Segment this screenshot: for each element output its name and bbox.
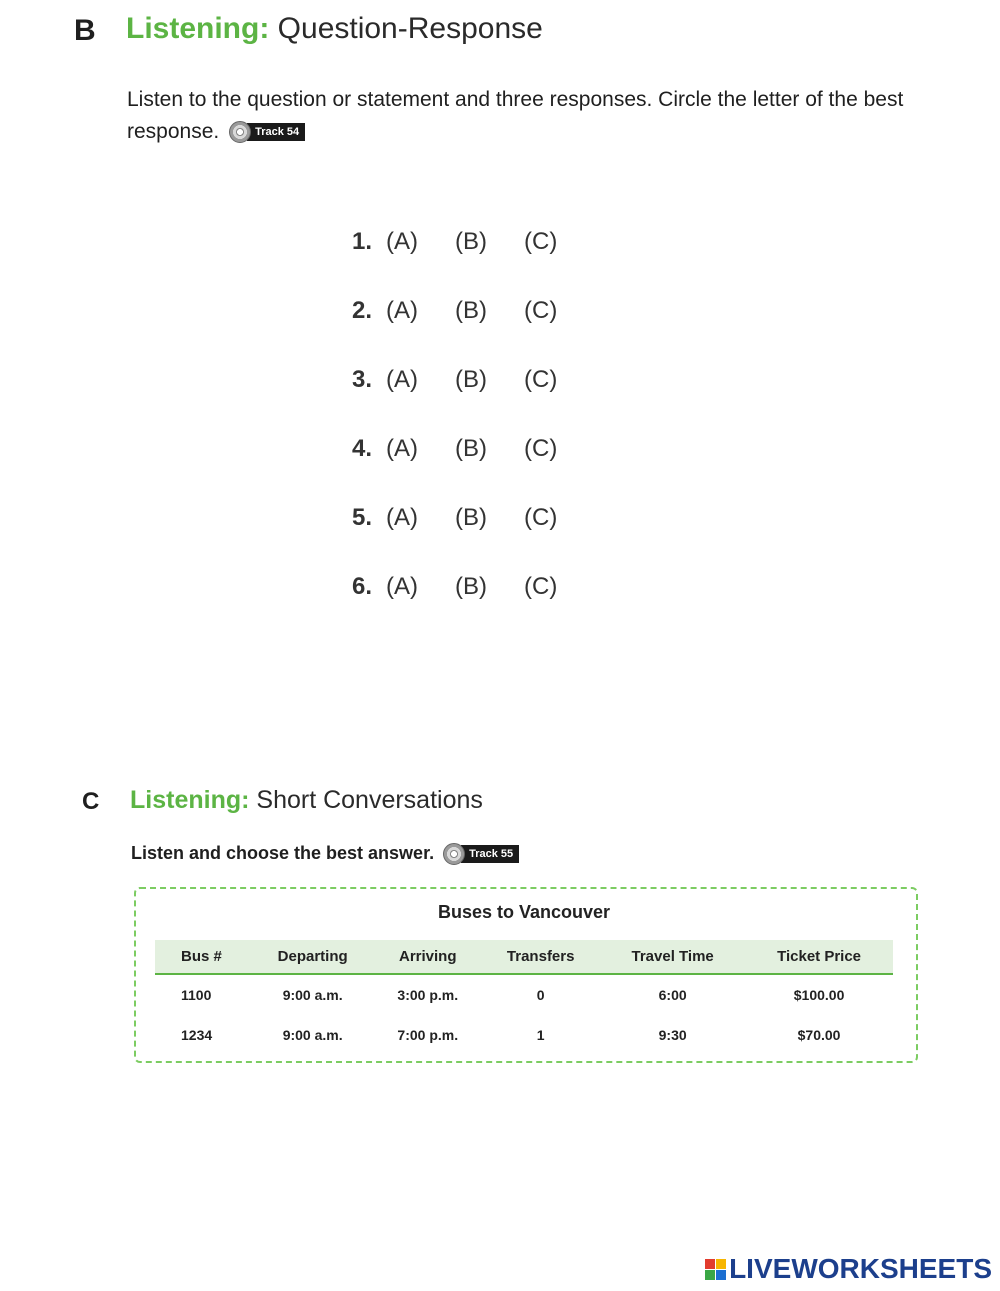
column-header: Departing: [251, 940, 374, 974]
question-number: 6.: [352, 573, 373, 600]
answer-option[interactable]: (B): [455, 228, 487, 255]
answer-row: [352, 573, 593, 642]
section-c-instruction: [131, 837, 519, 869]
answer-option[interactable]: (A): [386, 366, 418, 393]
answer-option[interactable]: (C): [524, 573, 558, 600]
table-cell: 0: [536, 987, 545, 1003]
logo-square: [716, 1259, 726, 1269]
track-55-label: Track 55: [461, 845, 519, 863]
table-cell: 3:00 p.m.: [397, 987, 459, 1003]
column-header: Travel Time: [600, 940, 745, 974]
section-b-instruction: [127, 84, 947, 148]
answer-option[interactable]: (B): [455, 366, 487, 393]
column-header: Transfers: [481, 940, 600, 974]
table-cell: 9:00 a.m.: [282, 987, 343, 1003]
answer-option[interactable]: (B): [455, 297, 487, 324]
table-cell: 6:00: [658, 987, 687, 1003]
section-b-letter: B: [74, 14, 96, 47]
answer-list: [352, 228, 593, 642]
question-number: 1.: [352, 228, 373, 255]
answer-row: [352, 504, 593, 573]
question-number: 2.: [352, 297, 373, 324]
answer-option[interactable]: (B): [455, 504, 487, 531]
section-b-heading-title: Question-Response: [277, 12, 543, 45]
answer-option[interactable]: (C): [524, 228, 558, 255]
answer-row: [352, 297, 593, 366]
table-body: [155, 974, 893, 1055]
table-cell: 9:00 a.m.: [282, 1027, 343, 1043]
track-54-badge[interactable]: [229, 121, 305, 143]
answer-row: [352, 228, 593, 297]
answer-row: [352, 435, 593, 504]
section-b-heading: [126, 12, 543, 46]
table-cell: $100.00: [793, 987, 845, 1003]
logo-icon: [705, 1259, 726, 1280]
logo-square: [705, 1270, 715, 1280]
bus-schedule-table: [155, 940, 893, 1055]
table-row: [155, 1015, 893, 1055]
section-b-instruction-text: Listen to the question or statement and three responses. Circle the letter of the best response.: [127, 88, 904, 143]
column-header: Bus #: [155, 940, 251, 974]
column-header: Arriving: [374, 940, 481, 974]
column-header: Ticket Price: [745, 940, 893, 974]
answer-option[interactable]: (B): [455, 435, 487, 462]
answer-option[interactable]: (C): [524, 435, 558, 462]
answer-option[interactable]: (A): [386, 228, 418, 255]
liveworksheets-logo[interactable]: [705, 1253, 992, 1285]
answer-option[interactable]: (A): [386, 504, 418, 531]
section-c-heading-label: Listening:: [130, 786, 250, 814]
table-cell: 1234: [181, 1027, 213, 1043]
question-number: 3.: [352, 366, 373, 393]
answer-option[interactable]: (A): [386, 435, 418, 462]
answer-option[interactable]: (C): [524, 297, 558, 324]
section-c-letter: C: [82, 788, 100, 815]
section-c-heading-title: Short Conversations: [256, 786, 483, 814]
table-cell: 7:00 p.m.: [397, 1027, 459, 1043]
table-cell: 1100: [181, 987, 212, 1003]
answer-option[interactable]: (A): [386, 573, 418, 600]
table-header-row: [155, 940, 893, 974]
section-c-instruction-text: Listen and choose the best answer.: [131, 843, 435, 863]
answer-row: [352, 366, 593, 435]
answer-option[interactable]: (A): [386, 297, 418, 324]
question-number: 4.: [352, 435, 373, 462]
answer-option[interactable]: (B): [455, 573, 487, 600]
bus-table-title: Buses to Vancouver: [437, 902, 611, 922]
answer-option[interactable]: (C): [524, 366, 558, 393]
logo-square: [705, 1259, 715, 1269]
table-cell: $70.00: [797, 1027, 841, 1043]
table-cell: 9:30: [658, 1027, 687, 1043]
logo-square: [716, 1270, 726, 1280]
answer-option[interactable]: (C): [524, 504, 558, 531]
track-55-badge[interactable]: [443, 843, 519, 865]
section-c-heading: [130, 786, 483, 815]
table-cell: 1: [536, 1027, 545, 1043]
logo-text: LIVEWORKSHEETS: [729, 1253, 992, 1284]
question-number: 5.: [352, 504, 373, 531]
section-b-heading-label: Listening:: [126, 12, 270, 45]
track-54-label: Track 54: [247, 123, 305, 141]
table-row: [155, 974, 893, 1015]
